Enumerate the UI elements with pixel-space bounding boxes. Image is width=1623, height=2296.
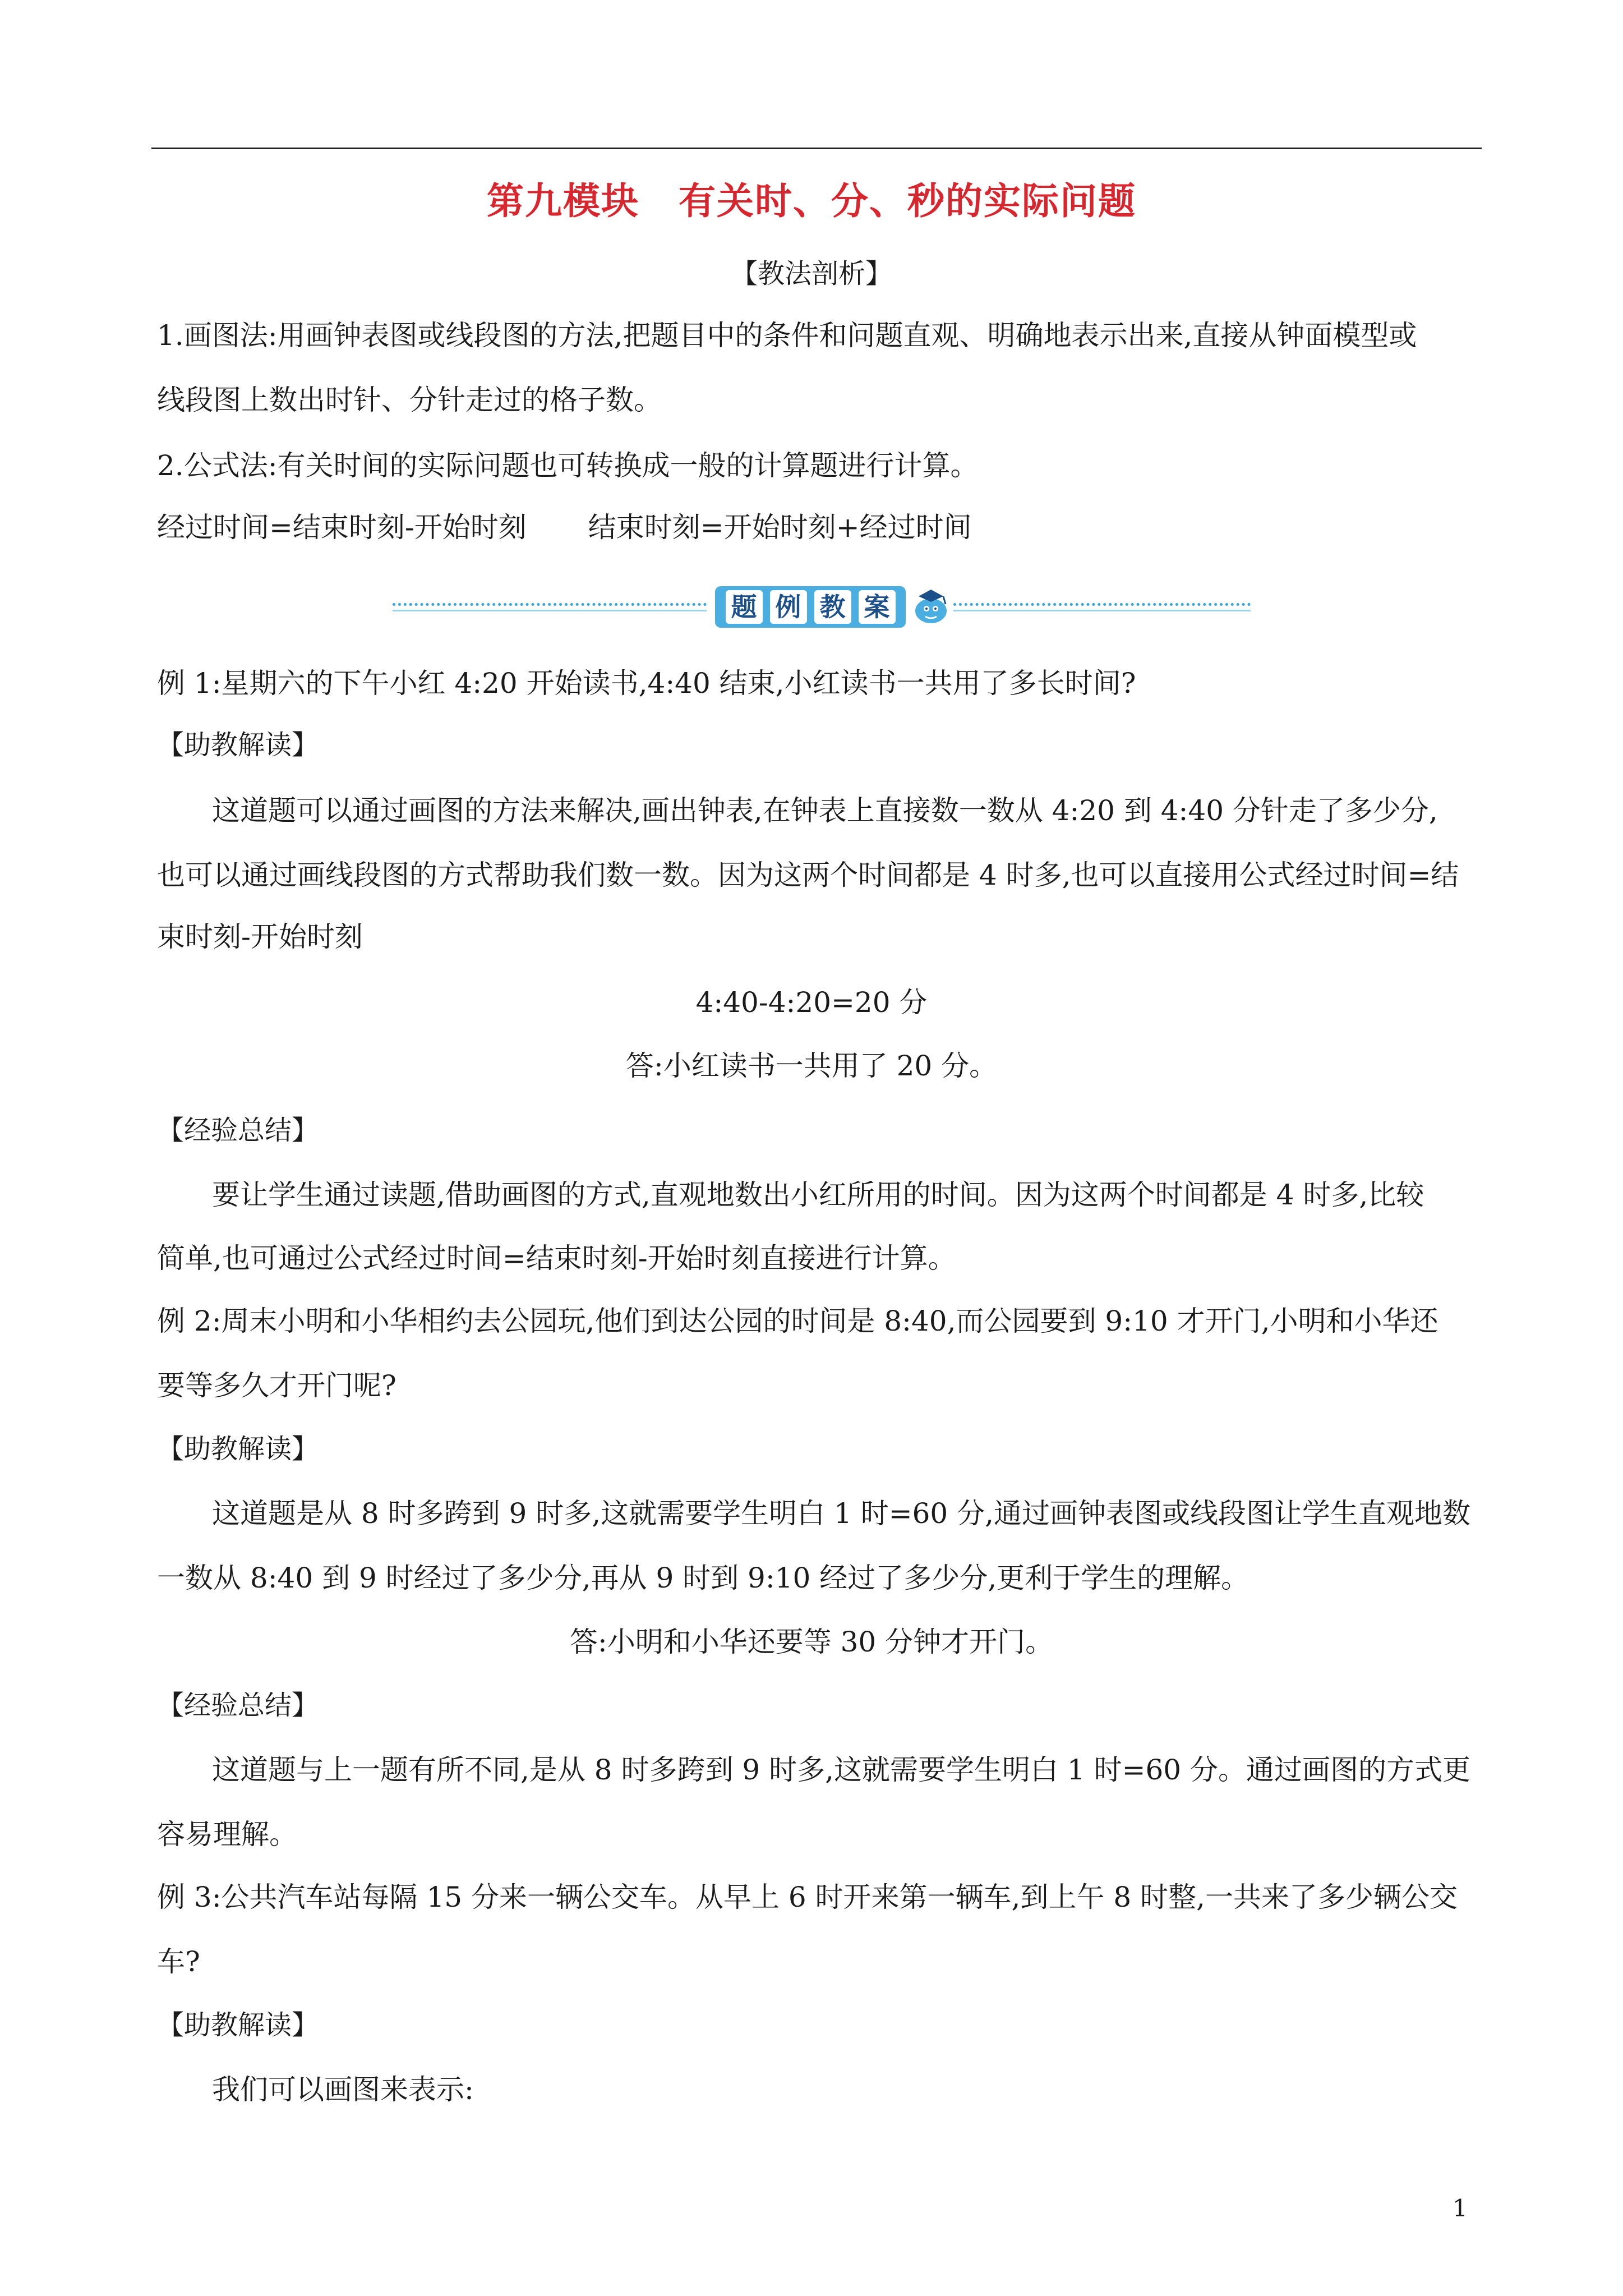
formula-2: 结束时刻=开始时刻+经过时间 <box>588 511 972 544</box>
example-3-question-line1: 例 3:公共汽车站每隔 15 分来一辆公交车。从早上 6 时开来第一辆车,到上午 8 时整,一共来了多少辆公交 <box>157 1881 1458 1913</box>
banner-char: 案 <box>859 590 896 624</box>
example-1-question: 例 1:星期六的下午小红 4:20 开始读书,4:40 结束,小红读书一共用了多长时间? <box>157 667 1136 700</box>
formula-line <box>157 510 1475 544</box>
banner-dots-right <box>953 603 1251 606</box>
section-banner <box>393 581 1251 631</box>
banner-char: 题 <box>726 590 763 624</box>
example-1-summary-heading: 【经验总结】 <box>157 1115 319 1146</box>
example-2-guide-heading: 【助教解读】 <box>157 1433 319 1465</box>
example-3-guide-heading: 【助教解读】 <box>157 2009 319 2041</box>
example-1-guide-line2: 也可以通过画线段图的方式帮助我们数一数。因为这两个时间都是 4 时多,也可以直接用公式经过时间=结 <box>157 859 1459 891</box>
module-label: 第九模块 <box>487 180 639 223</box>
example-1-guide-line1: 这道题可以通过画图的方法来解决,画出钟表,在钟表上直接数一数从 4:20 到 4:40 分针走了多少分, <box>212 794 1438 827</box>
example-2-guide-line1: 这道题是从 8 时多跨到 9 时多,这就需要学生明白 1 时=60 分,通过画钟表图或线段图让学生直观地数 <box>212 1497 1470 1530</box>
banner-dots-left <box>393 603 707 606</box>
mascot-icon <box>909 585 953 628</box>
method-1-line2: 线段图上数出时针、分针走过的格子数。 <box>157 384 662 416</box>
example-2-question-line2: 要等多久才开门呢? <box>157 1369 396 1402</box>
banner-rule-left <box>393 610 707 611</box>
example-2-summary-line1: 这道题与上一题有所不同,是从 8 时多跨到 9 时多,这就需要学生明白 1 时=60 分。通过画图的方式更 <box>212 1754 1470 1786</box>
example-1-guide-line3: 束时刻-开始时刻 <box>157 921 363 953</box>
page-title <box>0 171 1623 224</box>
banner-box <box>715 586 906 628</box>
banner-char: 教 <box>814 590 851 624</box>
banner-char: 例 <box>770 590 807 624</box>
banner-rule-right <box>953 610 1251 611</box>
example-1-answer: 答:小红读书一共用了 20 分。 <box>625 1050 998 1082</box>
method-1-line1: 1.画图法:用画钟表图或线段图的方法,把题目中的条件和问题直观、明确地表示出来,直接从钟面模型或 <box>157 319 1417 352</box>
example-1-calc: 4:40-4:20=20 分 <box>695 986 928 1019</box>
example-2-summary-line2: 容易理解。 <box>157 1818 297 1851</box>
example-2-question-line1: 例 2:周末小明和小华相约去公园玩,他们到达公园的时间是 8:40,而公园要到 9:10 才开门,小明和小华还 <box>157 1305 1438 1337</box>
example-3-question-line2: 车? <box>157 1945 200 1978</box>
page-number: 1 <box>1453 2194 1468 2222</box>
method-heading: 【教法剖析】 <box>730 258 892 289</box>
example-1-guide-heading: 【助教解读】 <box>157 729 319 761</box>
example-1-summary-line2: 简单,也可通过公式经过时间=结束时刻-开始时刻直接进行计算。 <box>157 1242 956 1274</box>
example-1-summary-line1: 要让学生通过读题,借助画图的方式,直观地数出小红所用的时间。因为这两个时间都是 4 时多,比较 <box>212 1179 1424 1211</box>
formula-1: 经过时间=结束时刻-开始时刻 <box>157 511 527 544</box>
example-2-answer: 答:小明和小华还要等 30 分钟才开门。 <box>569 1626 1054 1658</box>
top-rule <box>151 148 1482 149</box>
example-2-guide-line2: 一数从 8:40 到 9 时经过了多少分,再从 9 时到 9:10 经过了多少分,更利于学生的理解。 <box>157 1562 1249 1594</box>
example-3-guide-line1: 我们可以画图来表示: <box>212 2073 474 2106</box>
topic-label: 有关时、分、秒的实际问题 <box>679 180 1136 223</box>
method-2: 2.公式法:有关时间的实际问题也可转换成一般的计算题进行计算。 <box>157 449 979 482</box>
example-2-summary-heading: 【经验总结】 <box>157 1690 319 1721</box>
